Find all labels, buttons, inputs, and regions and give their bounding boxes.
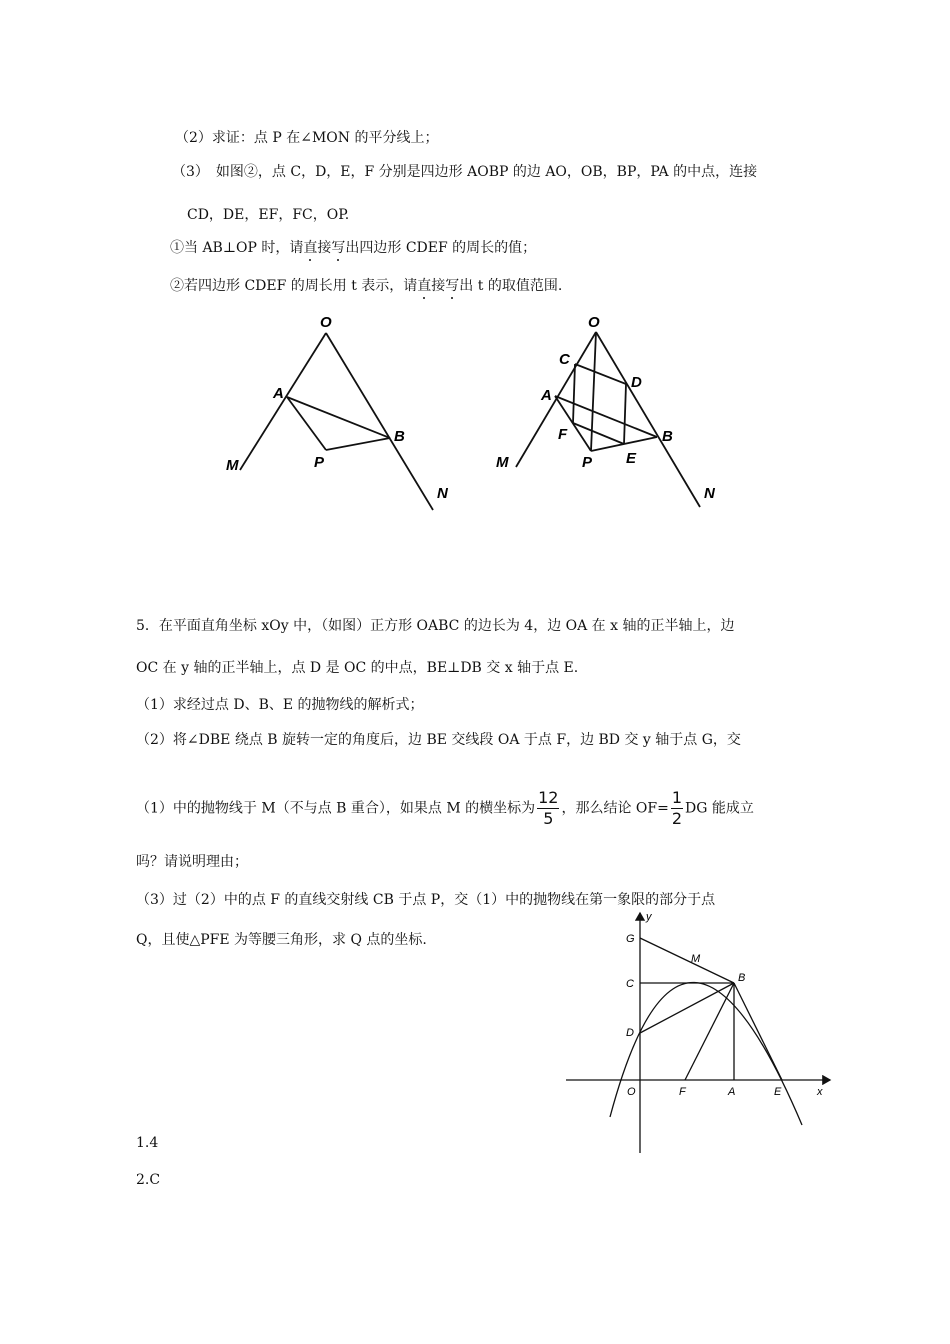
q4-sub1-pre: ①当 AB⊥OP 时，请 [170, 240, 304, 256]
fig1-label-b: B [394, 428, 405, 445]
fig2-label-o: O [588, 314, 600, 331]
fraction-denominator: 2 [671, 809, 683, 828]
q5-line2: OC 在 y 轴的正半轴上，点 D 是 OC 的中点，BE⊥DB 交 x 轴于点 E. [136, 660, 579, 676]
q5-part2-pre: （1）中的抛物线于 M（不与点 B 重合），如果点 M 的横坐标为 [136, 800, 536, 817]
fraction-one-half [671, 788, 683, 829]
q4-sub2-dot1: 直 [417, 278, 432, 294]
q4-part3-line2: CD，DE，EF，FC，OP. [187, 207, 350, 223]
q5-part2-mid: ，那么结论 OF= [561, 800, 669, 817]
segment-be [734, 983, 782, 1080]
graph-label-m: M [691, 953, 701, 965]
q4-part3-line1: （3） 如图②，点 C，D，E，F 分别是四边形 AOBP 的边 AO，OB，BP，PA 的中点，连接 [172, 164, 758, 180]
fig2-segment-fc [573, 364, 575, 423]
fig2-segment-op [591, 332, 596, 451]
q4-sub1-post: 出四边形 CDEF 的周长的值； [345, 240, 537, 256]
q4-sub1-dot1: 直 [303, 240, 318, 256]
q4-part2: （2）求证：点 P 在∠MON 的平分线上； [175, 130, 439, 146]
q4-sub1-dot2: 写 [331, 240, 346, 256]
graph-label-d: D [626, 1027, 634, 1039]
q4-sub1 [170, 238, 536, 258]
fig2-label-f: F [558, 426, 568, 443]
fig1-segment-pb [326, 438, 390, 450]
graph-label-b: B [738, 972, 746, 984]
q4-sub2-mid: 接 [431, 278, 446, 294]
fig2-label-m: M [496, 454, 509, 471]
graph-label-o: O [627, 1086, 636, 1098]
fraction-twelve-fifths [537, 788, 559, 829]
fig2-label-e: E [626, 450, 637, 467]
graph-label-c: C [626, 978, 634, 990]
segment-gb [640, 938, 734, 983]
q5-part3-line1: （3）过（2）中的点 F 的直线交射线 CB 于点 P，交（1）中的抛物线在第一象限的部分于点 [136, 892, 716, 908]
q4-sub1-mid: 接 [317, 240, 332, 256]
q4-sub2-post: 出 t 的取值范围. [459, 278, 563, 294]
q4-figure-2 [485, 305, 725, 520]
fig2-label-a: A [541, 387, 552, 404]
q5-graph [560, 905, 850, 1160]
q5-part2-line2 [136, 788, 754, 829]
fig2-label-n: N [704, 485, 715, 502]
fig2-label-b: B [662, 428, 673, 445]
q4-sub2-dot2: 写 [445, 278, 460, 294]
q4-sub2-pre: ②若四边形 CDEF 的周长用 t 表示，请 [170, 278, 418, 294]
graph-label-a: A [728, 1086, 736, 1098]
q5-part2-line3: 吗？请说明理由； [136, 854, 248, 870]
fig1-label-p: P [314, 454, 325, 471]
graph-label-x: x [817, 1086, 823, 1098]
fraction-numerator: 12 [538, 788, 559, 807]
fig2-segment-ab [555, 396, 657, 437]
fig2-ray-om [516, 332, 596, 467]
fig2-segment-de [624, 384, 626, 444]
graph-label-g: G [626, 933, 635, 945]
answer-1: 1.4 [136, 1135, 159, 1151]
q5-part1: （1）求经过点 D、B、E 的抛物线的解析式； [136, 697, 424, 713]
fraction-denominator: 5 [543, 809, 554, 828]
q4-figure-1 [220, 305, 450, 520]
fig1-label-a: A [273, 385, 284, 402]
q5-part3-line2: Q，且使△PFE 为等腰三角形，求 Q 点的坐标. [136, 932, 427, 948]
fig1-label-n: N [437, 485, 448, 502]
fig2-segment-cd [575, 364, 626, 384]
fig2-label-p: P [582, 454, 593, 471]
graph-label-y: y [646, 911, 652, 923]
q4-sub2 [170, 276, 562, 296]
q5-part2-line1: （2）将∠DBE 绕点 B 旋转一定的角度后，边 BE 交线段 OA 于点 F，边 BD 交 y 轴于点 G，交 [136, 732, 741, 748]
answer-2: 2.C [136, 1172, 161, 1188]
q5-part2-post: DG 能成立 [685, 800, 754, 817]
parabola-dbe [610, 982, 802, 1125]
graph-label-e: E [774, 1086, 782, 1098]
q5-line1: 5．在平面直角坐标 xOy 中，（如图）正方形 OABC 的边长为 4，边 OA 在 x 轴的正半轴上，边 [136, 618, 735, 634]
fraction-numerator: 1 [671, 788, 683, 807]
fig2-segment-ef [573, 423, 624, 444]
fig1-label-o: O [320, 314, 332, 331]
graph-label-f: F [679, 1086, 686, 1098]
fig2-label-c: C [559, 351, 570, 368]
fig1-ray-on [326, 333, 433, 510]
fig2-label-d: D [631, 374, 642, 391]
fig1-label-m: M [226, 457, 239, 474]
